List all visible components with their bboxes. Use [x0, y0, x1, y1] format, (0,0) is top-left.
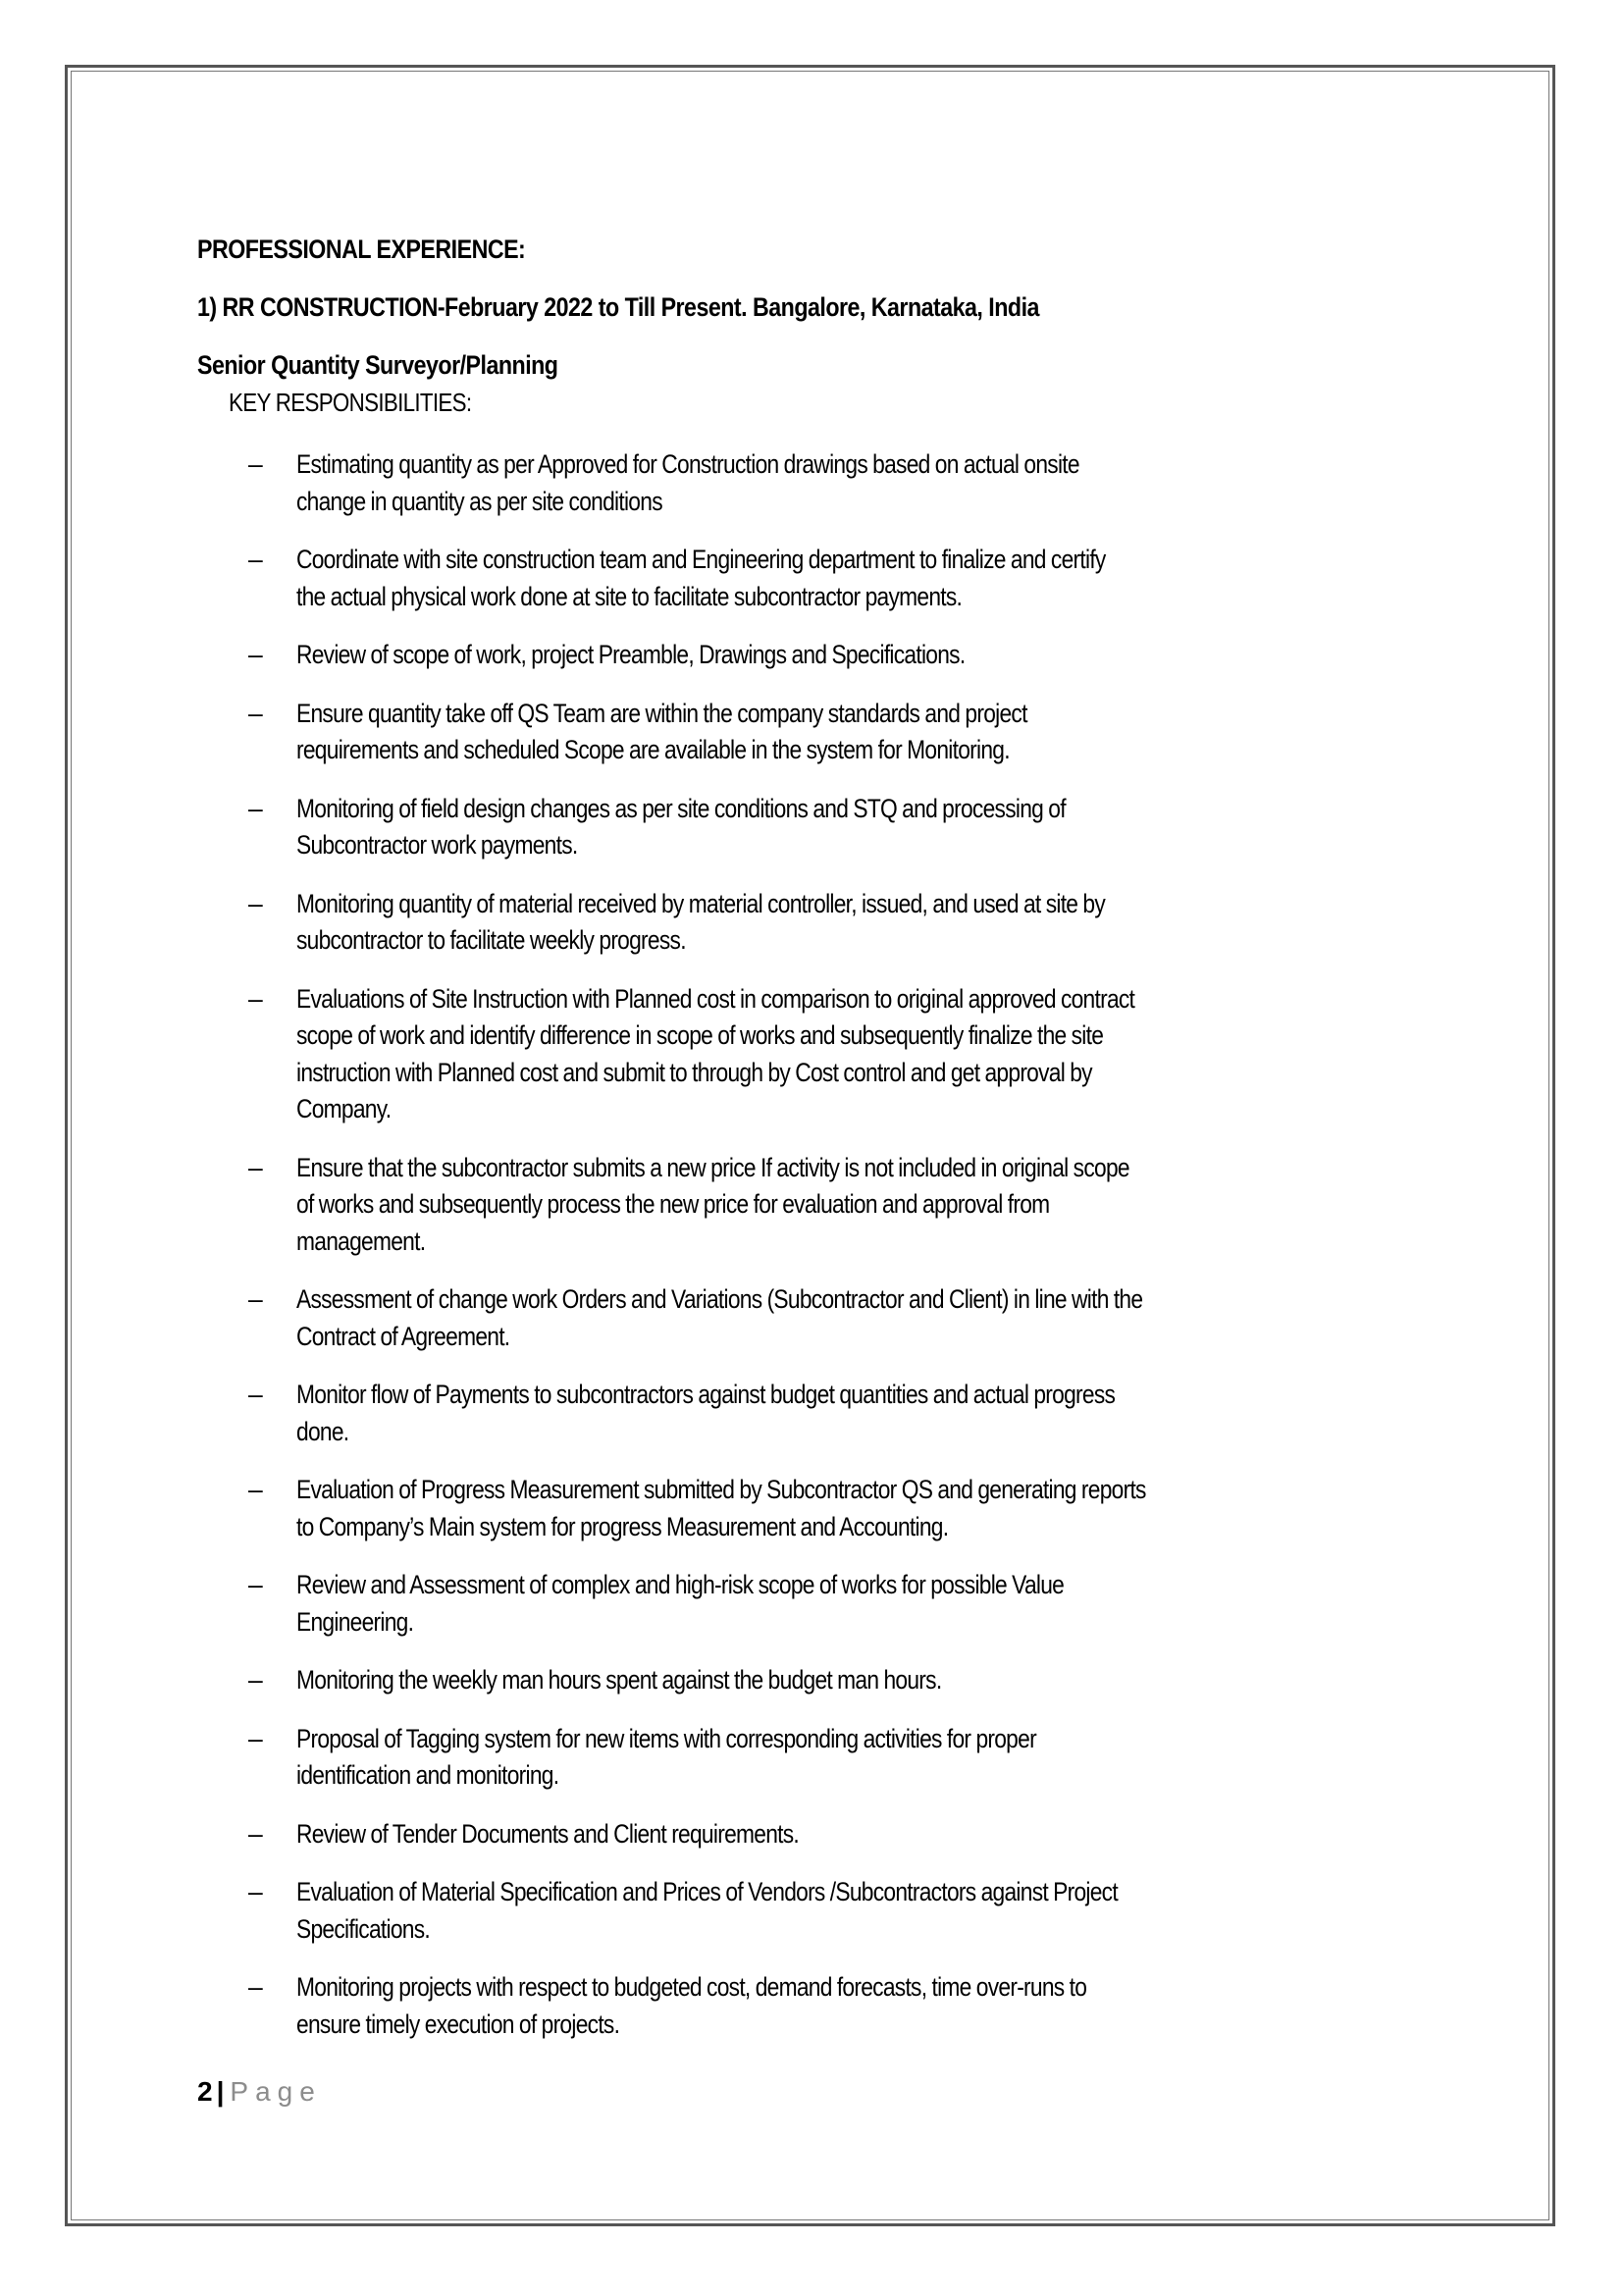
list-item-text: Ensure quantity take off QS Team are within the company standards and project [296, 698, 1027, 728]
list-item-text: the actual physical work done at site to facilitate subcontractor payments. [296, 581, 963, 611]
list-item-text: Monitor flow of Payments to subcontractors against budget quantities and actual progress [296, 1380, 1116, 1409]
list-item-text: Monitoring projects with respect to budgeted cost, demand forecasts, time over-runs to [296, 1972, 1087, 2002]
footer-separator: | [216, 2076, 225, 2107]
dash-bullet-icon: – [248, 1570, 262, 1599]
list-item-text: Company. [296, 1094, 392, 1123]
section-title [197, 233, 579, 266]
list-item-line [296, 579, 1457, 616]
page-footer [197, 2075, 322, 2109]
list-item [240, 446, 1457, 520]
list-item-text: change in quantity as per site conditions [296, 486, 662, 516]
list-item-line [296, 542, 1457, 579]
list-item [240, 886, 1457, 960]
list-item-text: Subcontractor work payments. [296, 830, 578, 860]
list-item-text: subcontractor to facilitate weekly progress. [296, 925, 686, 955]
list-item [240, 637, 1457, 674]
list-item-line [296, 1281, 1457, 1319]
list-item-text: done. [296, 1416, 349, 1446]
list-item-text: management. [296, 1226, 426, 1256]
list-item [240, 1150, 1457, 1261]
company-line-text: 1) RR CONSTRUCTION-February 2022 to Till Present. Bangalore, Karnataka, India [197, 292, 1039, 322]
list-item [240, 1472, 1457, 1545]
list-item-line [296, 886, 1457, 923]
list-item [240, 1567, 1457, 1641]
list-item-text: instruction with Planned cost and submit to through by Cost control and get approval by [296, 1057, 1092, 1087]
dash-bullet-icon: – [248, 888, 262, 918]
role-title [197, 348, 616, 382]
responsibilities-label-text: KEY RESPONSIBILITIES: [229, 388, 472, 417]
list-item-line [296, 1091, 1457, 1128]
dash-bullet-icon: – [248, 1475, 262, 1504]
list-item-line [296, 1662, 1457, 1699]
list-item-text: Evaluation of Progress Measurement submitted by Subcontractor QS and generating reports [296, 1475, 1146, 1504]
list-item-line [296, 1150, 1457, 1187]
list-item [240, 791, 1457, 864]
dash-bullet-icon: – [248, 545, 262, 574]
list-item-line [296, 1721, 1457, 1758]
dash-bullet-icon: – [248, 449, 262, 479]
list-item [240, 981, 1457, 1128]
page-label: Page [230, 2076, 322, 2107]
list-item-line [296, 1911, 1457, 1949]
list-item-line [296, 1414, 1457, 1451]
list-item-line [296, 1509, 1457, 1546]
dash-bullet-icon: – [248, 1818, 262, 1849]
company-line [197, 290, 1177, 324]
list-item [240, 1816, 1457, 1853]
dash-bullet-icon: – [248, 1972, 262, 2002]
section-title-text: PROFESSIONAL EXPERIENCE: [197, 235, 526, 264]
list-item [240, 1281, 1457, 1355]
list-item-text: requirements and scheduled Scope are available in the system for Monitoring. [296, 735, 1010, 764]
list-item [240, 542, 1457, 615]
responsibilities-list [240, 446, 1457, 2064]
list-item-line [296, 1017, 1457, 1055]
list-item [240, 1721, 1457, 1795]
list-item-line [296, 637, 1457, 674]
list-item-text: Evaluation of Material Specification and Prices of Vendors /Subcontractors against Project [296, 1877, 1118, 1906]
list-item-line [296, 1757, 1457, 1795]
list-item-line [296, 1055, 1457, 1092]
list-item-text: Monitoring the weekly man hours spent against the budget man hours. [296, 1665, 942, 1695]
page-number: 2 [197, 2076, 213, 2107]
list-item-text: Monitoring quantity of material received by material controller, issued, and used at site by [296, 888, 1106, 918]
list-item-line [296, 484, 1457, 521]
list-item-line [296, 1874, 1457, 1911]
list-item-text: Monitoring of field design changes as per site conditions and STQ and processing of [296, 793, 1066, 823]
list-item-line [296, 922, 1457, 960]
list-item-text: Coordinate with site construction team and Engineering department to finalize and certify [296, 545, 1106, 574]
dash-bullet-icon: – [248, 1152, 262, 1182]
dash-bullet-icon: – [248, 1877, 262, 1906]
list-item-text: Contract of Agreement. [296, 1321, 510, 1351]
list-item [240, 1377, 1457, 1450]
list-item-line [296, 1604, 1457, 1642]
dash-bullet-icon: – [248, 640, 262, 669]
list-item-line [296, 1186, 1457, 1224]
dash-bullet-icon: – [248, 793, 262, 823]
list-item-line [296, 2007, 1457, 2044]
dash-bullet-icon: – [248, 698, 262, 728]
list-item-line [296, 1816, 1457, 1853]
list-item-line [296, 446, 1457, 484]
dash-bullet-icon: – [248, 1665, 262, 1695]
list-item-text: Engineering. [296, 1606, 414, 1637]
list-item-text: Estimating quantity as per Approved for Construction drawings based on actual onsite [296, 449, 1079, 479]
dash-bullet-icon: – [248, 1284, 262, 1314]
list-item-text: Review of scope of work, project Preamble, Drawings and Specifications. [296, 640, 966, 669]
list-item-text: ensure timely execution of projects. [296, 2008, 620, 2039]
list-item-line [296, 1319, 1457, 1356]
list-item [240, 1662, 1457, 1699]
list-item-text: Assessment of change work Orders and Variations (Subcontractor and Client) in line with the [296, 1284, 1143, 1314]
list-item-line [296, 1472, 1457, 1509]
list-item-text: Evaluations of Site Instruction with Planned cost in comparison to original approved contract [296, 983, 1135, 1014]
list-item-text: identification and monitoring. [296, 1760, 559, 1790]
list-item-line [296, 1567, 1457, 1604]
list-item-text: to Company’s Main system for progress Measurement and Accounting. [296, 1511, 949, 1541]
list-item-line [296, 696, 1457, 733]
list-item-text: Review of Tender Documents and Client requirements. [296, 1818, 800, 1849]
list-item-line [296, 1224, 1457, 1261]
list-item-text: Ensure that the subcontractor submits a new price If activity is not included in original scope [296, 1152, 1129, 1182]
dash-bullet-icon: – [248, 1380, 262, 1409]
list-item-text: Review and Assessment of complex and high-risk scope of works for possible Value [296, 1570, 1065, 1599]
list-item-line [296, 1969, 1457, 2007]
dash-bullet-icon: – [248, 1723, 262, 1753]
list-item-line [296, 791, 1457, 828]
list-item-text: Specifications. [296, 1913, 430, 1944]
list-item [240, 696, 1457, 769]
list-item-text: Proposal of Tagging system for new items with corresponding activities for proper [296, 1723, 1036, 1753]
list-item-text: of works and subsequently process the new price for evaluation and approval from [296, 1189, 1050, 1219]
list-item-line [296, 1377, 1457, 1414]
list-item-line [296, 827, 1457, 864]
list-item-line [296, 732, 1457, 769]
list-item-line [296, 981, 1457, 1018]
list-item [240, 1969, 1457, 2043]
responsibilities-label [229, 386, 511, 419]
role-title-text: Senior Quantity Surveyor/Planning [197, 350, 558, 380]
dash-bullet-icon: – [248, 983, 262, 1014]
list-item [240, 1874, 1457, 1948]
list-item-text: scope of work and identify difference in scope of works and subsequently finalize the site [296, 1020, 1104, 1050]
